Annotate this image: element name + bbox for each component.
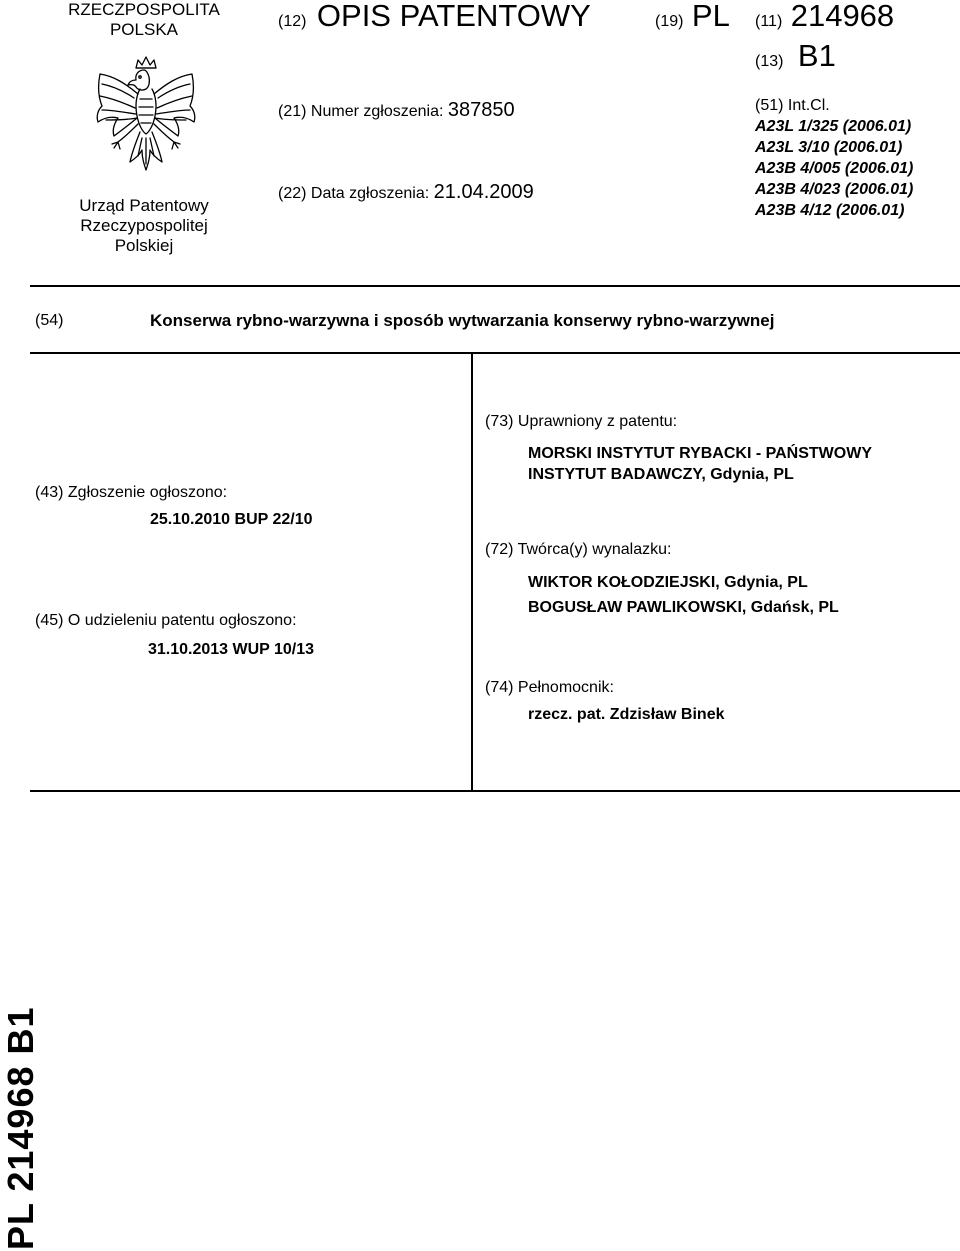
document-kind-code: (12) — [278, 13, 307, 30]
inventor-line: BOGUSŁAW PAWLIKOWSKI, Gdańsk, PL — [528, 599, 839, 616]
application-published-code: (43) — [35, 484, 64, 501]
proprietor-label: Uprawniony z patentu: — [517, 413, 678, 430]
kind-code — [755, 40, 836, 78]
country-code-label: (19) — [655, 13, 684, 30]
proprietor-code: (73) — [485, 413, 514, 430]
attorney-code: (74) — [485, 679, 514, 696]
classification-entry: A23B 4/12 (2006.01) — [755, 202, 905, 219]
eagle-emblem-icon — [88, 54, 204, 178]
proprietor-line: MORSKI INSTYTUT RYBACKI - PAŃSTWOWY — [528, 445, 872, 462]
classification-entry: A23B 4/023 (2006.01) — [755, 181, 914, 198]
application-date-code: (22) — [278, 185, 307, 202]
application-number — [278, 98, 515, 124]
application-published — [35, 483, 227, 503]
classification-label: Int.Cl. — [787, 97, 830, 114]
proprietor-name — [528, 443, 872, 485]
proprietor-line: INSTYTUT BADAWCZY, Gdynia, PL — [528, 466, 794, 483]
attorney-heading — [485, 678, 614, 698]
office-line-1: Urząd Patentowy — [79, 196, 209, 215]
document-kind-label: OPIS PATENTOWY — [316, 0, 591, 33]
inventors-label: Twórca(y) wynalazku: — [517, 541, 672, 558]
application-date-value: 21.04.2009 — [433, 181, 534, 203]
patent-number-code: (11) — [755, 13, 783, 30]
title-code: (54) — [35, 312, 64, 329]
application-number-value: 387850 — [447, 99, 515, 121]
inventor-list — [528, 570, 839, 620]
grant-published-label: O udzieleniu patentu ogłoszono: — [67, 612, 297, 629]
classification — [755, 95, 913, 221]
title-divider — [30, 352, 960, 354]
country-name — [58, 0, 230, 40]
header-divider — [30, 285, 960, 287]
classification-entry: A23B 4/005 (2006.01) — [755, 160, 914, 177]
column-divider — [471, 352, 473, 790]
country-code-value: PL — [691, 0, 730, 33]
classification-code: (51) — [755, 97, 784, 114]
kind-code-label: (13) — [755, 53, 784, 70]
patent-number — [755, 0, 894, 38]
grant-published-code: (45) — [35, 612, 64, 629]
application-number-label: Numer zgłoszenia: — [310, 103, 444, 120]
patent-number-value: 214968 — [790, 0, 895, 33]
proprietor-heading — [485, 412, 677, 432]
country-line-1: RZECZPOSPOLITA — [68, 0, 220, 19]
country-line-2: POLSKA — [109, 20, 179, 39]
attorney-label: Pełnomocnik: — [517, 679, 614, 696]
spine-identifier: PL 214968 B1 — [0, 1006, 41, 1250]
classification-entry: A23L 3/10 (2006.01) — [755, 139, 903, 156]
application-published-label: Zgłoszenie ogłoszono: — [67, 484, 228, 501]
classification-header — [755, 95, 913, 116]
kind-code-value: B1 — [797, 38, 836, 73]
grant-published-value: 31.10.2013 WUP 10/13 — [148, 641, 315, 658]
grant-published — [35, 611, 297, 631]
application-number-code: (21) — [278, 103, 307, 120]
document-kind — [278, 0, 591, 38]
patent-office-name — [58, 196, 230, 256]
application-date-label: Data zgłoszenia: — [310, 185, 430, 202]
country-code — [655, 0, 730, 38]
classification-entry: A23L 1/325 (2006.01) — [755, 118, 912, 135]
inventor-line: WIKTOR KOŁODZIEJSKI, Gdynia, PL — [528, 574, 808, 591]
invention-title: Konserwa rybno-warzywna i sposób wytwarzania konserwy rybno-warzywnej — [150, 311, 775, 330]
bottom-divider — [30, 790, 960, 792]
application-date — [278, 180, 534, 206]
attorney-name: rzecz. pat. Zdzisław Binek — [528, 706, 725, 723]
application-published-value: 25.10.2010 BUP 22/10 — [150, 511, 313, 528]
office-line-2: Rzeczypospolitej Polskiej — [80, 216, 208, 255]
inventors-code: (72) — [485, 541, 514, 558]
inventors-heading — [485, 540, 671, 560]
